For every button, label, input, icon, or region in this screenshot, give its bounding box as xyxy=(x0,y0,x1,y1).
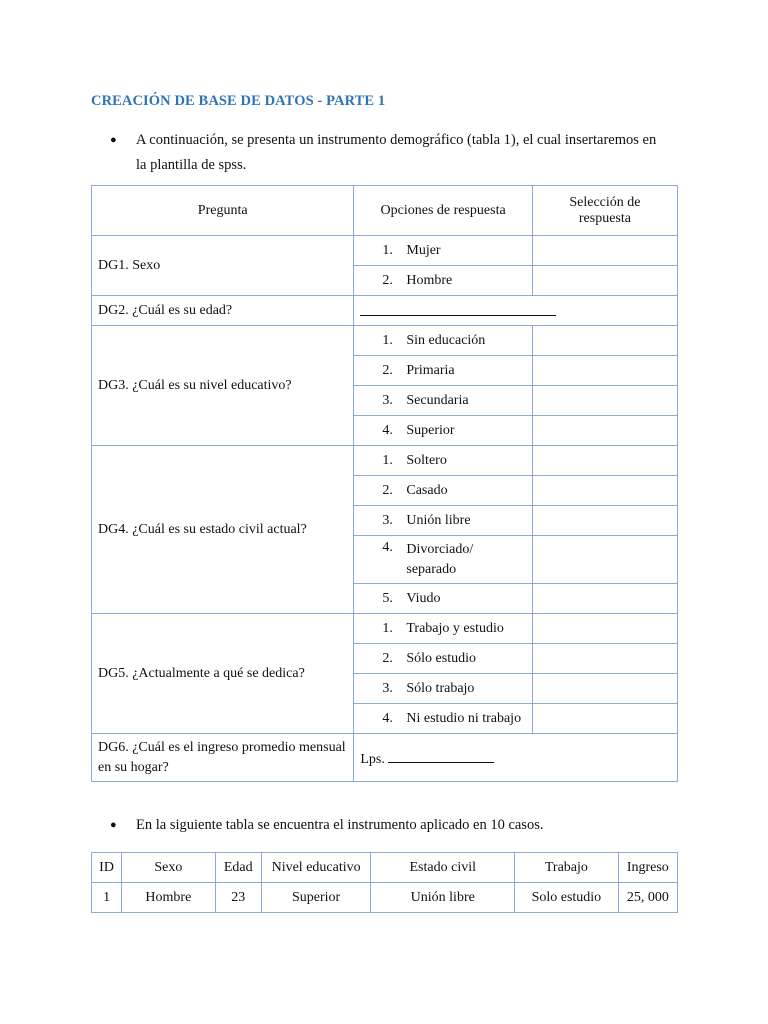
dg5-option-1: 1. Trabajo y estudio xyxy=(354,614,532,644)
cell-ingreso: 25, 000 xyxy=(618,883,677,913)
header-id: ID xyxy=(92,853,122,883)
dg3-selection-1[interactable] xyxy=(532,326,677,356)
header-sexo: Sexo xyxy=(122,853,215,883)
dg1-option-1: 1. Mujer xyxy=(354,236,532,266)
dg4-option-3: 3. Unión libre xyxy=(354,506,532,536)
dg4-option-2: 2. Casado xyxy=(354,476,532,506)
dg3-option-2: 2. Primaria xyxy=(354,356,532,386)
dg5-selection-3[interactable] xyxy=(532,674,677,704)
cell-trabajo: Solo estudio xyxy=(515,883,619,913)
dg2-question: DG2. ¿Cuál es su edad? xyxy=(92,296,354,326)
bullet-intro-line2: la plantilla de spss. xyxy=(136,157,247,173)
cases-header-row xyxy=(92,853,678,883)
dg1-selection-1[interactable] xyxy=(532,236,677,266)
cell-estado-civil: Unión libre xyxy=(371,883,515,913)
cell-id: 1 xyxy=(92,883,122,913)
dg2-row xyxy=(92,296,678,326)
dg5-question: DG5. ¿Actualmente a qué se dedica? xyxy=(92,614,354,734)
dg5-option-2: 2. Sólo estudio xyxy=(354,644,532,674)
cell-sexo: Hombre xyxy=(122,883,215,913)
dg3-option-1: 1. Sin educación xyxy=(354,326,532,356)
dg1-question: DG1. Sexo xyxy=(92,236,354,296)
dg3-row xyxy=(92,326,678,356)
dg6-answer[interactable] xyxy=(354,734,678,782)
dg2-answer-line[interactable] xyxy=(354,296,678,326)
header-opciones: Opciones de respuesta xyxy=(354,186,532,236)
instrument-header-row xyxy=(92,186,678,236)
dg1-selection-2[interactable] xyxy=(532,266,677,296)
dg3-question: DG3. ¿Cuál es su nivel educativo? xyxy=(92,326,354,446)
header-seleccion: Selección de respuesta xyxy=(532,186,677,236)
dg6-answer-line[interactable] xyxy=(388,748,494,763)
dg4-selection-5[interactable] xyxy=(532,584,677,614)
dg1-row xyxy=(92,236,678,266)
dg4-selection-1[interactable] xyxy=(532,446,677,476)
cell-nivel-educativo: Superior xyxy=(261,883,371,913)
dg3-option-4: 4. Superior xyxy=(354,416,532,446)
dg4-row xyxy=(92,446,678,476)
bullet-intro-line1: A continuación, se presenta un instrumento demográfico (tabla 1), el cual insertaremos en xyxy=(136,132,657,148)
header-pregunta: Pregunta xyxy=(92,186,354,236)
cases-table xyxy=(91,852,678,913)
bullet-dot: ● xyxy=(110,134,117,146)
dg4-selection-3[interactable] xyxy=(532,506,677,536)
dg5-selection-4[interactable] xyxy=(532,704,677,734)
dg6-question: DG6. ¿Cuál es el ingreso promedio mensual en su hogar? xyxy=(92,734,354,782)
dg6-prefix: Lps. xyxy=(360,751,385,767)
dg5-row xyxy=(92,614,678,644)
cell-edad: 23 xyxy=(215,883,261,913)
header-nivel-educativo: Nivel educativo xyxy=(261,853,371,883)
dg3-selection-4[interactable] xyxy=(532,416,677,446)
dg5-selection-1[interactable] xyxy=(532,614,677,644)
dg4-option-1: 1. Soltero xyxy=(354,446,532,476)
header-edad: Edad xyxy=(215,853,261,883)
dg3-selection-3[interactable] xyxy=(532,386,677,416)
dg4-question: DG4. ¿Cuál es su estado civil actual? xyxy=(92,446,354,614)
section-heading: CREACIÓN DE BASE DE DATOS - PARTE 1 xyxy=(91,93,386,109)
header-trabajo: Trabajo xyxy=(515,853,619,883)
dg6-row xyxy=(92,734,678,782)
dg4-option-4: 4. Divorciado/ separado xyxy=(354,536,532,584)
header-ingreso: Ingreso xyxy=(618,853,677,883)
dg5-option-4: 4. Ni estudio ni trabajo xyxy=(354,704,532,734)
bullet-cases-text: En la siguiente tabla se encuentra el instrumento aplicado en 10 casos. xyxy=(136,817,544,833)
dg4-selection-4[interactable] xyxy=(532,536,677,584)
dg3-option-3: 3. Secundaria xyxy=(354,386,532,416)
dg5-option-3: 3. Sólo trabajo xyxy=(354,674,532,704)
table-row xyxy=(92,883,678,913)
dg4-option-5: 5. Viudo xyxy=(354,584,532,614)
dg1-option-2: 2. Hombre xyxy=(354,266,532,296)
dg3-selection-2[interactable] xyxy=(532,356,677,386)
dg5-selection-2[interactable] xyxy=(532,644,677,674)
dg4-selection-2[interactable] xyxy=(532,476,677,506)
instrument-table xyxy=(91,185,678,782)
header-estado-civil: Estado civil xyxy=(371,853,515,883)
bullet-dot: ● xyxy=(110,819,117,831)
